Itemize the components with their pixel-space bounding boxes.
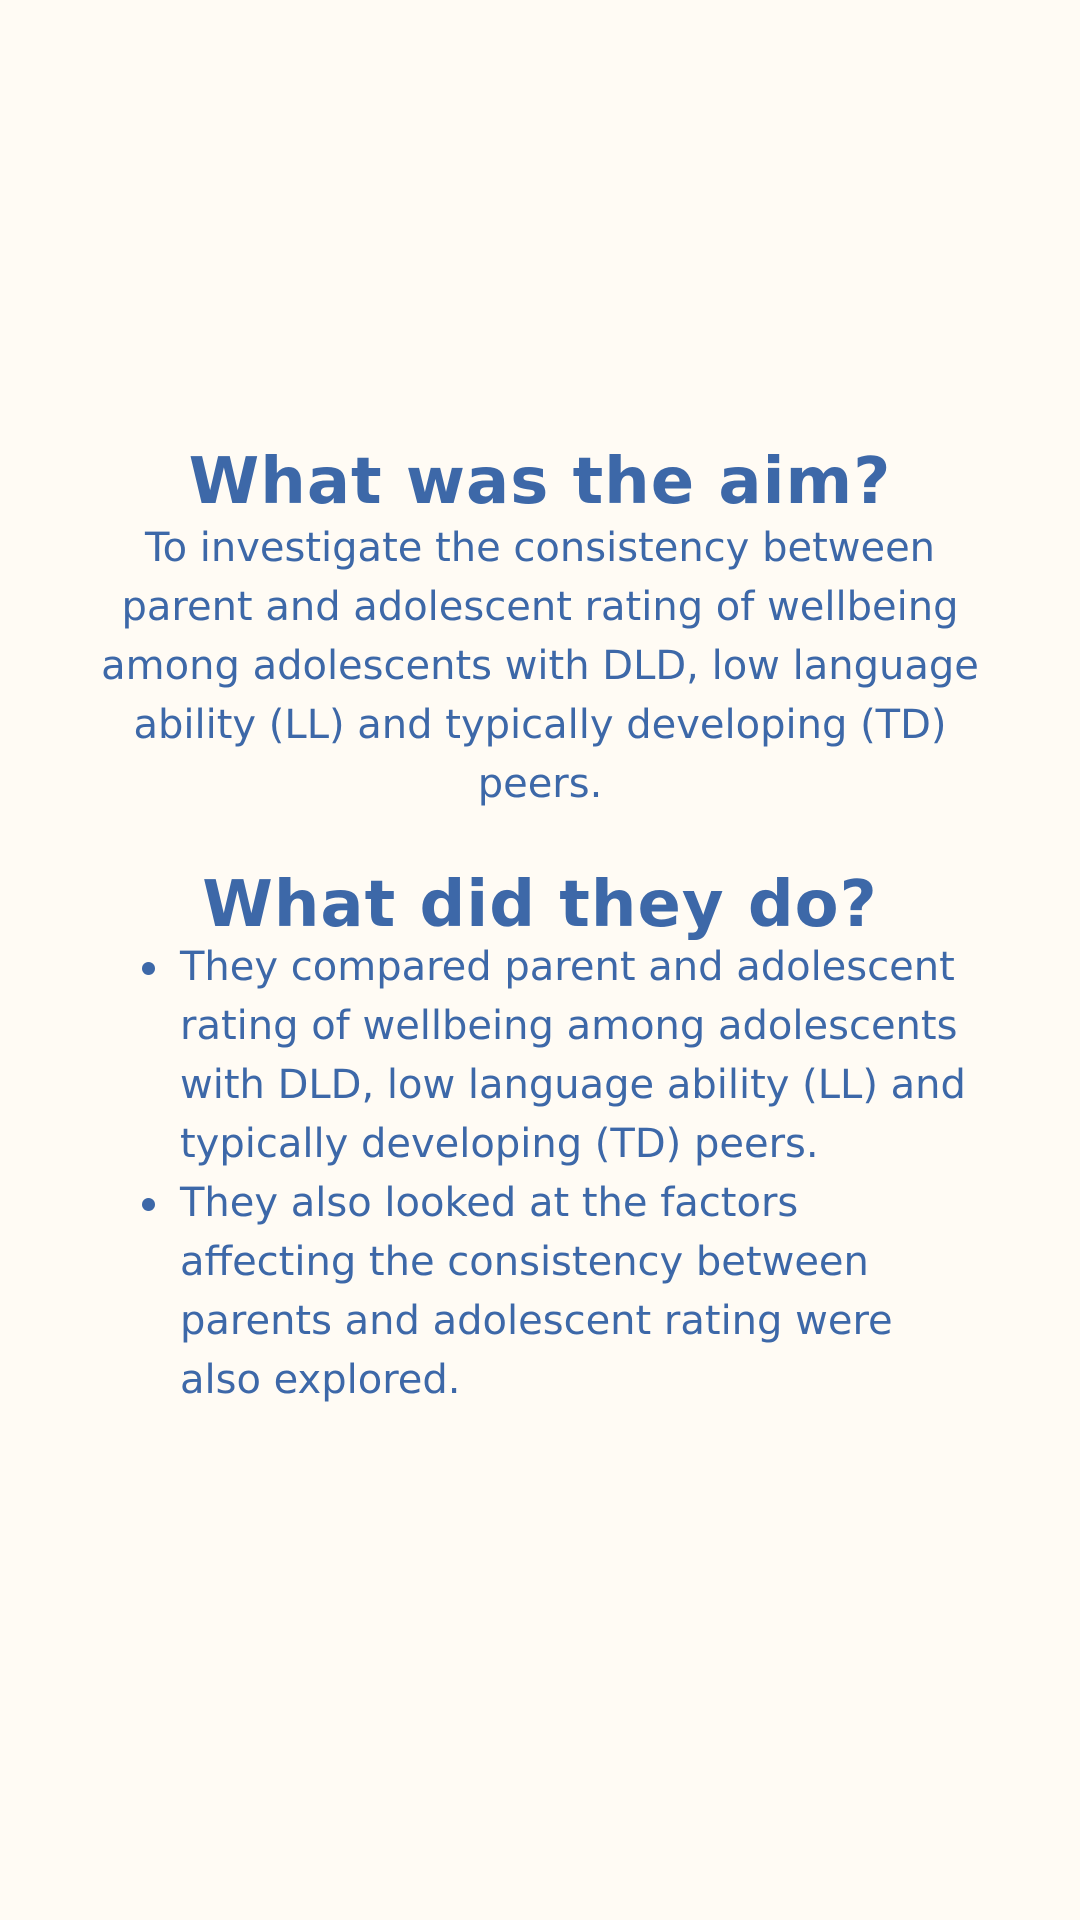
list-item-text: They also looked at the factors affecting the consistency between parents and adolescent rating were also explored. bbox=[180, 1180, 893, 1403]
aim-heading: What was the aim? bbox=[188, 445, 892, 519]
bullet-icon bbox=[142, 1198, 155, 1211]
method-heading: What did they do? bbox=[202, 868, 878, 942]
list-item bbox=[140, 938, 980, 1174]
method-bullet-list bbox=[140, 938, 980, 1410]
list-item-text: They compared parent and adolescent rating of wellbeing among adolescents with DLD, low language ability (LL) and typically developing (TD) peers. bbox=[180, 944, 966, 1167]
list-item bbox=[140, 1174, 980, 1410]
bullet-icon bbox=[142, 962, 155, 975]
aim-paragraph: To investigate the consistency between parent and adolescent rating of wellbeing among adolescents with DLD, low language ability (LL) and typically developing (TD) peers. bbox=[101, 525, 979, 807]
